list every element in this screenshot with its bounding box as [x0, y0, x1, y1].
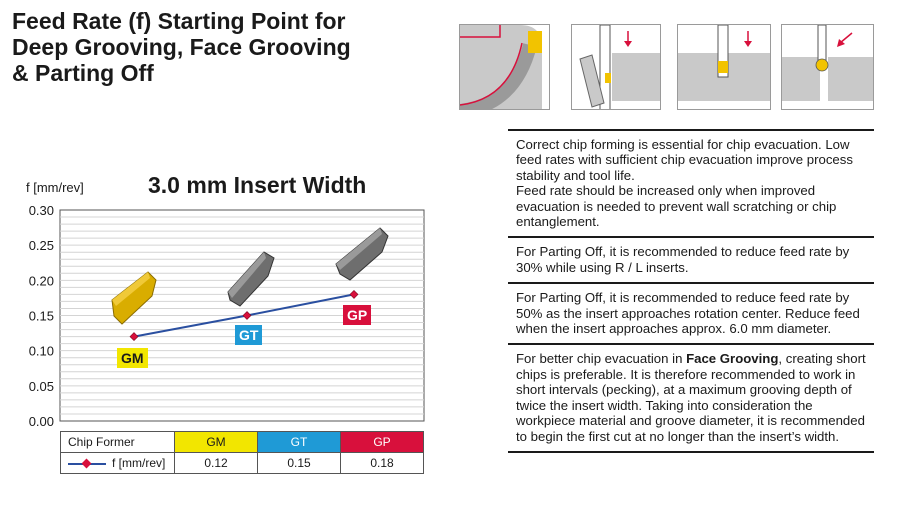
y-tick-label: 0.20 — [28, 273, 54, 289]
table-row — [61, 453, 424, 474]
note-chip-forming — [508, 129, 874, 236]
title-line-1: Feed Rate (f) Starting Point for — [12, 8, 346, 34]
table-header-row — [61, 432, 424, 453]
y-axis-label: f [mm/rev] — [26, 180, 84, 195]
legend-line-icon — [68, 459, 106, 469]
feed-rate-chart — [0, 0, 440, 430]
data-table — [60, 431, 424, 474]
note-parting-off-center — [508, 282, 874, 343]
y-tick-label: 0.25 — [28, 238, 54, 254]
table-row-label-text: f [mm/rev] — [112, 456, 166, 470]
note-text: For Parting Off, it is recommended to reduce feed rate by 30% while using R / L inserts. — [516, 244, 850, 275]
note-face-grooving — [508, 343, 874, 452]
table-cell-gt: 0.15 — [258, 453, 341, 474]
gm-label: GM — [117, 348, 148, 368]
note-text: For Parting Off, it is recommended to reduce feed rate by 50% as the insert approaches rotation center. Reduce feed when the insert approaches approx. 6.0 mm diameter. — [516, 290, 860, 337]
table-header-gp: GP — [341, 432, 424, 453]
note-text: , creating short chips is preferable. It is therefore recommended to work in short intervals (pecking), at a maximum grooving depth of twice the insert width. Taking into consideration the workpiece material and groove diameter, it is recommended to begin the first cut at no longer than the insert’s width. — [516, 351, 866, 444]
table-cell-gm: 0.12 — [175, 453, 258, 474]
profile-grooving-diagram — [781, 24, 874, 110]
y-tick-label: 0.30 — [28, 203, 54, 218]
chart-title: 3.0 mm Insert Width — [148, 172, 367, 198]
notes-panel — [508, 129, 874, 453]
arrow-down-icon — [624, 41, 632, 47]
note-text: Correct chip forming is essential for chip evacuation. Low feed rates with sufficient chip evacuation improve process stability and tool life. — [516, 137, 853, 183]
y-ticks — [29, 203, 54, 429]
arrow-down-icon — [744, 41, 752, 47]
deep-grooving-diagram — [677, 24, 771, 110]
table-cell-gp: 0.18 — [341, 453, 424, 474]
y-tick-label: 0.05 — [28, 378, 54, 394]
parting-off-diagram — [571, 24, 661, 110]
note-text: For better chip evacuation in — [516, 351, 687, 367]
note-bold-text: Face Grooving — [686, 351, 779, 367]
table-header-label: Chip Former — [61, 432, 175, 453]
note-parting-off-rl — [508, 236, 874, 282]
table-header-gt: GT — [258, 432, 341, 453]
title-line-3: & Parting Off — [12, 60, 154, 86]
y-tick-label: 0.10 — [28, 343, 54, 359]
note-text: Feed rate should be increased only when improved evacuation is needed to prevent wall scratching or chip entanglement. — [516, 183, 837, 230]
table-header-gm: GM — [175, 432, 258, 453]
y-tick-label: 0.15 — [28, 308, 54, 324]
workpiece-insert-diagram — [459, 24, 550, 110]
gp-label: GP — [343, 305, 371, 325]
title-line-2: Deep Grooving, Face Grooving — [12, 34, 351, 60]
gt-label: GT — [235, 325, 262, 345]
table-row-label — [61, 453, 175, 474]
y-tick-label: 0.00 — [28, 414, 54, 429]
